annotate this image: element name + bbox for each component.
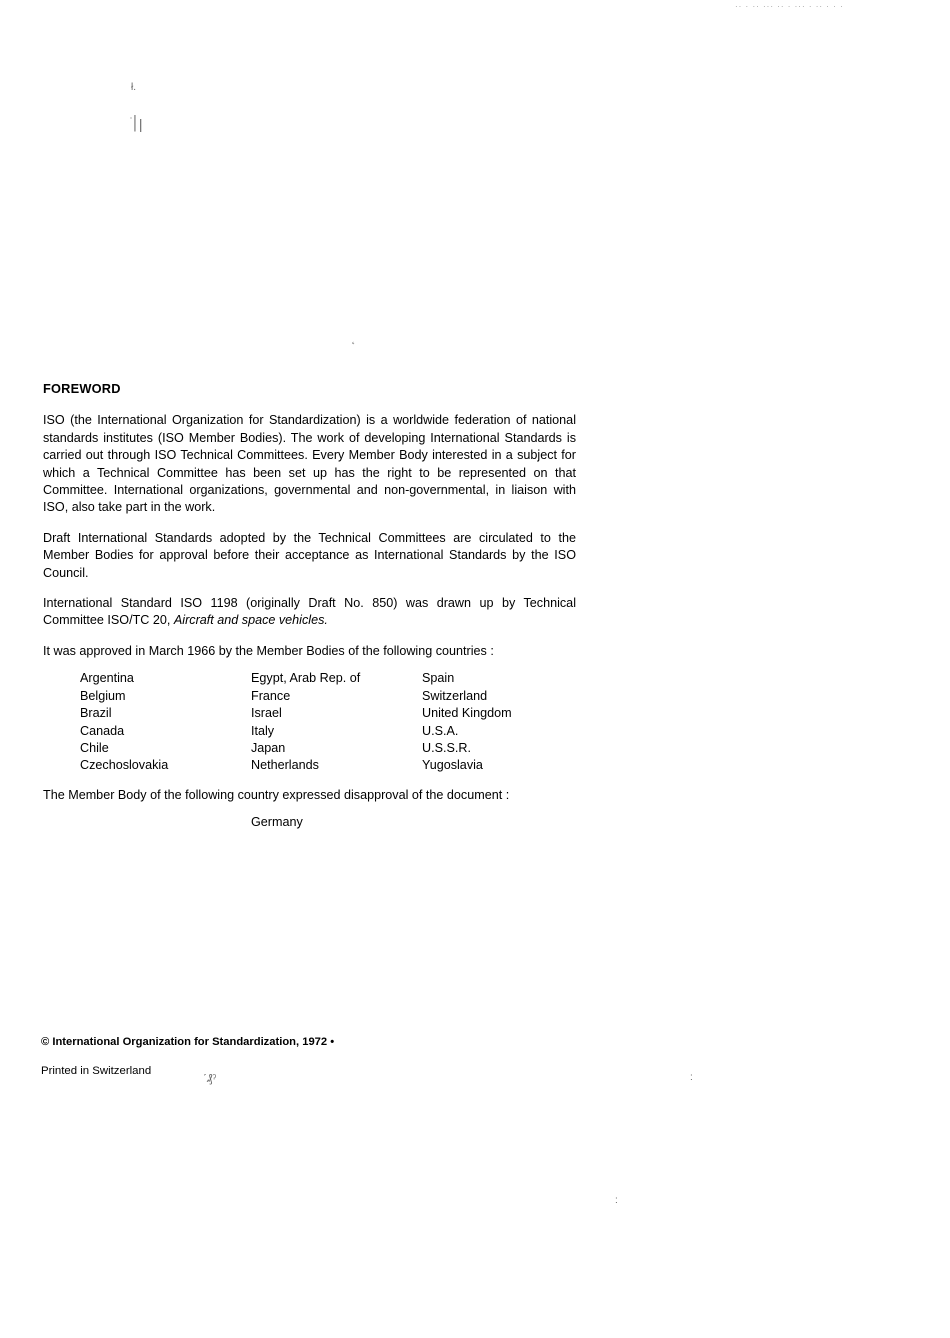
foreword-heading: FOREWORD: [43, 381, 121, 396]
country-column-1: [80, 670, 251, 774]
country-name: Chile: [80, 740, 109, 755]
scan-artifact: ˛: [352, 334, 356, 345]
country-name: Czechoslovakia: [80, 758, 169, 773]
country-column-3: [422, 670, 582, 774]
country-name: Spain: [422, 671, 455, 686]
country-name: Egypt, Arab Rep. of: [251, 671, 361, 686]
country-name: Israel: [251, 706, 282, 721]
paragraph-iso-intro: ISO (the International Organization for Standardization) is a worldwide federation of national standards institutes (ISO Member Bodies). The work of developing International Standards is carried out through ISO Technical Committees. Every Member Body interested in a subject for which a Technical Committee has been set up has the right to be represented on that Committee. International organizations, governmental and non-governmental, in liaison with ISO, also take part in the work.: [43, 413, 576, 515]
country-name: Canada: [80, 723, 125, 738]
committee-subject: Aircraft and space vehicles.: [173, 613, 328, 628]
country-name: Belgium: [80, 688, 126, 703]
printed-location: Printed in Switzerland: [41, 1065, 152, 1077]
foreword-section: [43, 380, 576, 832]
country-name: U.S.A.: [422, 723, 459, 738]
scan-artifact: :: [615, 1195, 618, 1206]
paragraph-approval: It was approved in March 1966 by the Member Bodies of the following countries :: [43, 643, 494, 658]
disapproving-country: Germany: [251, 815, 303, 830]
country-name: Argentina: [80, 671, 134, 686]
paragraph-disapproval: The Member Body of the following country expressed disapproval of the document :: [43, 787, 510, 802]
scan-artifact: ׀ׄ|: [131, 116, 143, 132]
approving-countries-list: [43, 670, 576, 774]
scan-artifact: ˊ₰ˀ: [203, 1073, 217, 1085]
standard-origin-text: International Standard ISO 1198 (originally Draft No. 850) was drawn up by Technical Committee ISO/TC 20,: [43, 596, 576, 628]
paragraph-draft-standards: Draft International Standards adopted by the Technical Committees are circulated to the Member Bodies for approval before their acceptance as International Standards by the ISO Council.: [43, 530, 576, 580]
country-name: U.S.S.R.: [422, 740, 471, 755]
country-name: Switzerland: [422, 688, 488, 703]
country-name: United Kingdom: [422, 706, 512, 721]
country-name: Brazil: [80, 706, 112, 721]
country-name: Netherlands: [251, 758, 319, 773]
country-name: Italy: [251, 723, 275, 738]
country-name: France: [251, 688, 291, 703]
scan-artifact: ł.: [131, 82, 136, 93]
scan-artifact-top: ·· · ·· ··· ·· · ··· · ·· · · ·: [735, 2, 844, 11]
scan-artifact: :: [690, 1072, 693, 1083]
country-column-2: [251, 670, 422, 774]
copyright-notice: © International Organization for Standardization, 1972 •: [41, 1036, 335, 1048]
country-name: Japan: [251, 740, 286, 755]
paragraph-standard-origin: [43, 595, 576, 630]
country-name: Yugoslavia: [422, 758, 483, 773]
